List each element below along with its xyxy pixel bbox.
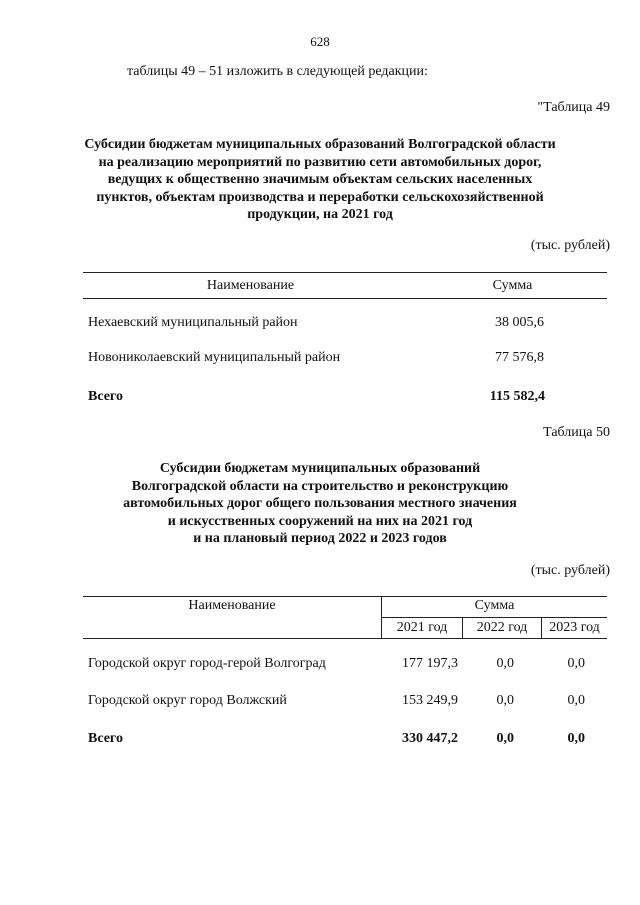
row-name: Городской округ город Волжский: [88, 693, 287, 708]
table-top-rule: [83, 272, 607, 273]
total-2023: 0,0: [567, 731, 585, 746]
total-label: Всего: [88, 389, 123, 404]
title-line: Субсидии бюджетам муниципальных образований: [159, 461, 481, 476]
subheader-rule: [381, 617, 607, 618]
header-sum: Сумма: [474, 598, 515, 613]
title-line: пунктов, объектам производства и переработки сельскохозяйственной: [96, 189, 544, 205]
header-2021: 2021 год: [396, 620, 448, 635]
table-top-rule: [83, 596, 607, 597]
header-2023: 2023 год: [549, 620, 600, 635]
title-line: продукции, на 2021 год: [247, 207, 393, 222]
title-line: на реализацию мероприятий по развитию сети автомобильных дорог,: [98, 154, 542, 170]
title-line: ведущих к общественно значимым объектам сельских населенных: [107, 172, 533, 187]
total-2021: 330 447,2: [402, 731, 458, 746]
title-line: и искусственных сооружений на них на 2021 год: [167, 513, 473, 529]
table-49-title: [0, 136, 640, 224]
table-50-title: [0, 460, 640, 548]
table-50-units: (тыс. рублей): [530, 563, 610, 578]
table-49-units: (тыс. рублей): [530, 238, 610, 253]
intro-text: таблицы 49 – 51 изложить в следующей редакции:: [127, 64, 428, 79]
row-sum: 38 005,6: [495, 315, 544, 330]
row-2021: 153 249,9: [402, 693, 458, 708]
row-2023: 0,0: [567, 693, 585, 708]
row-name: Нехаевский муниципальный район: [88, 315, 298, 330]
total-sum: 115 582,4: [489, 389, 545, 404]
header-2022: 2022 год: [476, 620, 528, 635]
row-2022: 0,0: [496, 693, 514, 708]
title-line: Волгоградской области на строительство и реконструкцию: [131, 478, 509, 494]
title-line: и на плановый период 2022 и 2023 годов: [193, 531, 447, 546]
row-name: Новониколаевский муниципальный район: [88, 350, 341, 365]
row-2023: 0,0: [567, 656, 585, 671]
header-sum: Сумма: [492, 278, 533, 293]
table-header-rule: [83, 298, 607, 299]
row-2022: 0,0: [496, 656, 514, 671]
page-number: 628: [310, 34, 330, 49]
title-line: Субсидии бюджетам муниципальных образований Волгоградской области: [84, 137, 556, 152]
header-name: Наименование: [206, 278, 295, 293]
table-header-rule: [83, 638, 607, 639]
table-50-label: Таблица 50: [543, 425, 610, 440]
row-2021: 177 197,3: [402, 656, 458, 671]
table-49-label: "Таблица 49: [537, 100, 610, 115]
total-2022: 0,0: [496, 731, 514, 746]
header-name: Наименование: [188, 598, 276, 613]
total-label: Всего: [88, 731, 123, 746]
title-line: автомобильных дорог общего пользования местного значения: [123, 496, 517, 511]
row-name: Городской округ город-герой Волгоград: [88, 656, 326, 671]
row-sum: 77 576,8: [495, 350, 544, 365]
